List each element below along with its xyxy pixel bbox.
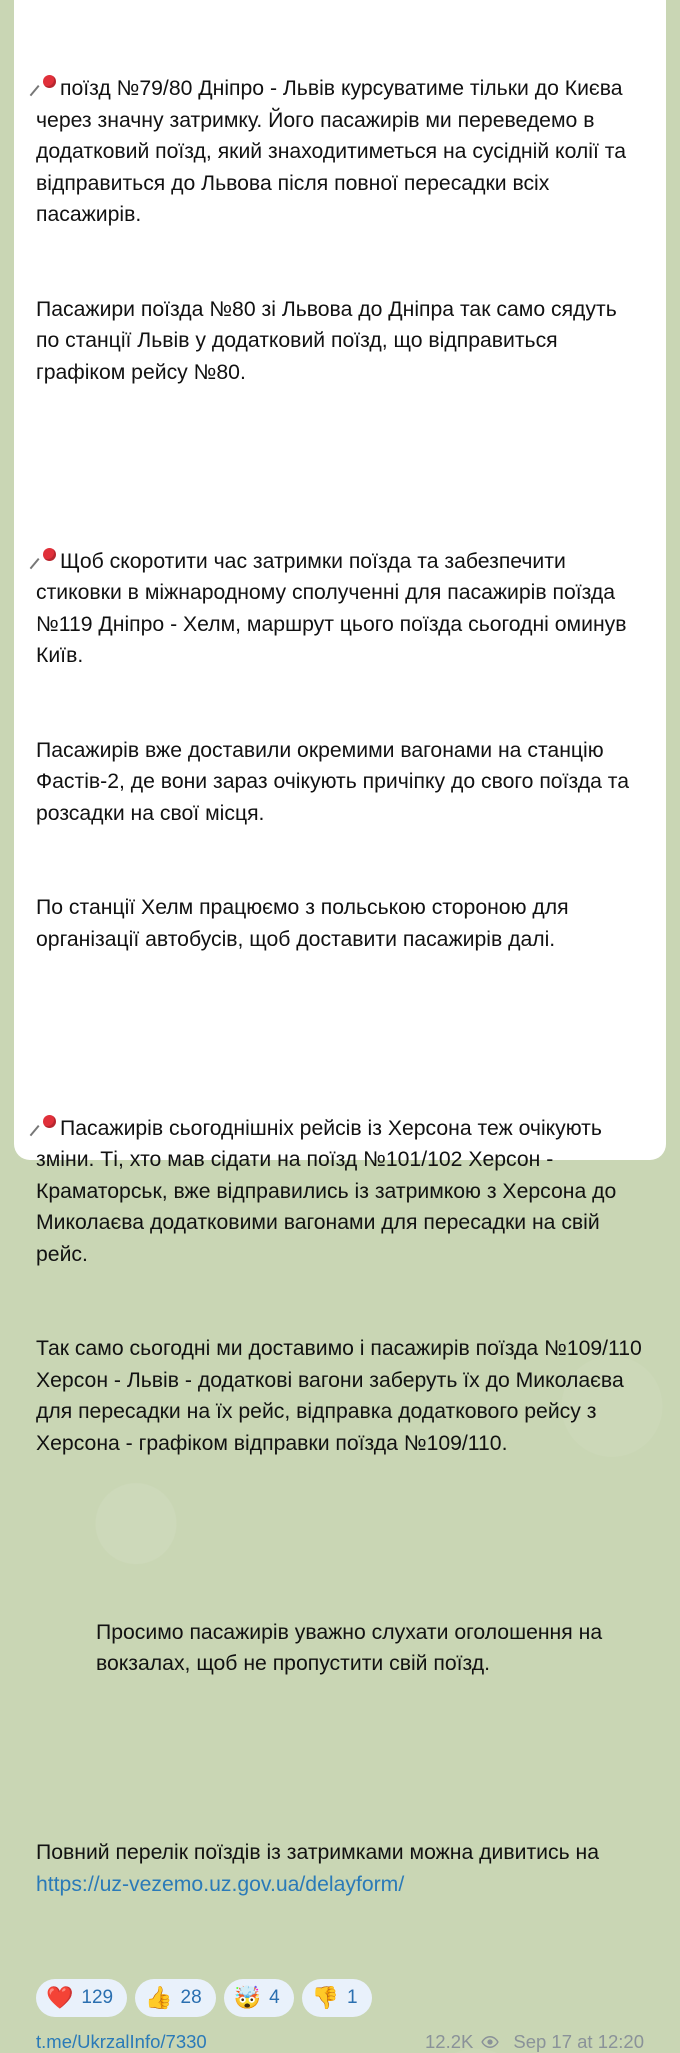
paragraph-3: Пасажирів сьогоднішніх рейсів із Херсона теж очікують зміни. Ті, хто мав сідати на поїзд №101/102 Херсон - Краматорськ, вже відправились із затримкою з Херсона до Миколаєва додатковими вагонами для пересадки на свій рейс. [36,1113,644,1271]
paragraph-3b: Так само сьогодні ми доставимо і пасажирів поїзда №109/110 Херсон - Львів - додаткові вагони заберуть їх до Миколаєва для пересадки на їх рейс, відправка додаткового рейсу з Херсона - графіком відправки поїзда №109/110. [36,1337,648,1455]
pushpin-icon [36,1114,58,1138]
reaction-count: 4 [269,1987,280,2008]
paragraph-2c: По станції Хелм працюємо з польською стороною для організації автобусів, щоб доставити пасажирів далі. [36,896,575,951]
delay-form-link[interactable]: https://uz-vezemo.uz.gov.ua/delayform/ [36,1872,405,1896]
paragraph-4: Просимо пасажирів уважно слухати оголошення на вокзалах, щоб не пропустити свій поїзд. [96,1620,608,1675]
paragraph-1b: Пасажири поїзда №80 зі Львова до Дніпра так само сядуть по станції Львів у додатковий поїзд, що відправиться графіком рейсу №80. [36,297,623,384]
reaction-count: 129 [81,1987,114,2008]
pushpin-icon [36,547,58,571]
message-meta [425,2031,644,2053]
reaction-thumbs-down[interactable] [302,1979,372,2017]
message-text [36,10,648,1963]
heart-icon: ❤️ [46,1985,74,2010]
thumbs-up-icon: 👍 [145,1985,173,2010]
paragraph-2b: Пасажирів вже доставили окремими вагонами на станцію Фастів-2, де вони зараз очікують причіпку до свого поїзда та розсадки на свої місця. [36,738,635,825]
thumbs-down-icon: 👎 [311,1985,340,2010]
paragraph-5: Повний перелік поїздів із затримками можна дивитись на https://uz-vezemo.uz.gov.ua/delayform/ [36,1841,599,1896]
timestamp: Sep 17 at 12:20 [513,2031,644,2052]
reaction-count: 28 [180,1987,202,2008]
message-footer [36,2031,644,2053]
reaction-thumbs-up[interactable] [135,1979,216,2017]
paragraph-2: Щоб скоротити час затримки поїзда та забезпечити стиковки в міжнародному сполученні для пасажирів поїзда №119 Дніпро - Хелм, маршрут цього поїзда сьогодні оминув Київ. [36,546,644,672]
channel-post-link[interactable]: t.me/UkrzalInfo/7330 [36,2031,207,2052]
reaction-exploding-head[interactable] [224,1979,294,2017]
paragraph-1: поїзд №79/80 Дніпро - Львів курсуватиме тільки до Києва через значну затримку. Його пасажирів ми переведемо в додатковий поїзд, який знаходитиметься на сусідній колії та відправиться до Львова після повної пересадки всіх пасажирів. [36,73,644,231]
reaction-heart[interactable] [36,1979,127,2017]
view-count: 12.2K [425,2031,474,2052]
message-bubble [14,0,666,2052]
reactions-bar [36,1979,644,2017]
reaction-count: 1 [347,1987,358,2008]
pushpin-icon [36,74,58,98]
exploding-head-icon: 🤯 [233,1985,262,2010]
eye-icon [481,2033,499,2051]
